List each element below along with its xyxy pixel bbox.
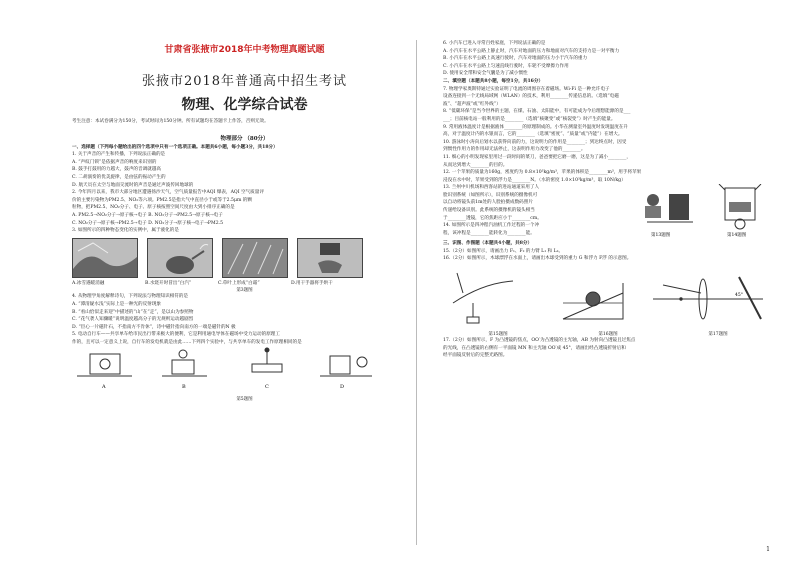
q3-figures	[72, 238, 417, 278]
fig17-label: 第17题图	[708, 332, 728, 338]
floating-ball-figure	[563, 283, 623, 319]
q4-option-b: B. “看山恰似走来迎”中描述的“山”在“走”，是以山为参照物	[72, 309, 194, 315]
q4-option-c: C. “花气袭人知骤暖”说明温度越高分子的无规则运动越剧烈	[72, 317, 194, 323]
q15-q17-figures	[443, 263, 773, 327]
q9-line-2: 高，对于温度计内的水银而言，它的________（选填“密度”、“质量”或“内能”）在增大。	[443, 132, 623, 138]
question-8	[443, 108, 773, 123]
section1-heading: 一、选择题（下列每小题给出的四个选项中只有一个选项正确。本题共6小题，每小题3分，共18分）	[72, 144, 278, 150]
fig15-label: 第15题图	[488, 332, 508, 338]
question-2	[72, 189, 417, 227]
q11-line-1: 11. 细心的小明发现家里用过一段时间的菜刀，爸爸要把它磨一磨，这是为了减小________，	[443, 154, 631, 160]
notice-text: 考生注意：本试卷满分为150分，考试时间为150分钟。所有试题均在答题卡上作答，否则无效。	[72, 119, 269, 124]
q2-stem-3: 粒物，把PM2.5、NO₂分子、电子、原子核按照空间尺度由大到小排序正确的是	[72, 205, 235, 211]
q17-line-1: 17.（2分）如图所示，F 为凸透镜的焦点，OO′为凸透镜的主光轴，AB 为射向凸透镜且过焦点	[443, 338, 636, 344]
right-column	[443, 40, 773, 360]
q13-line-2: 脸识别系统（如图所示），识别系统的摄像机可	[443, 192, 538, 198]
q7-line-1: 7. 物理学家奥斯特通过实验证明了电流的周围存在着磁场。Wi-Fi 是一种允许电子	[443, 86, 610, 92]
q10-line-2: 到惯性作用力的作用却无法停止，这表明作用力改变了他的________。	[443, 147, 586, 153]
q8-line-1: 8. “低碳环保”是当今世界的主题，在煤、石油、太阳能中，有可能成为今后理想能源的是___	[443, 109, 631, 115]
q4-option-a: A. “潭清疑水浅”实际上是一种光的反射现象	[72, 301, 162, 307]
q3-caption-a: A.冰雪遇暖消融	[72, 280, 105, 286]
q5-figures	[72, 346, 417, 392]
q5-label-d: D	[340, 384, 345, 391]
q12-line-2: 浸没在水中时，苹果受到的浮力是________N。（水的密度 1.0×10³kg/m³，取 10N/kg）	[443, 177, 626, 183]
question-17	[443, 337, 773, 360]
section2-heading: 二、填空题（本题共8小题，每空1分，共16分）	[443, 78, 544, 84]
q3-image-ice	[72, 238, 138, 278]
q5-label-a: A	[102, 384, 106, 391]
q5-figure-c	[252, 348, 282, 372]
q14-line-2: 程，该冲程是________能转化为________能。	[443, 230, 535, 236]
q5-figure-b	[162, 350, 207, 376]
q3-stem: 3. 如图所示的四种物态变化的实例中，属于液化的是	[72, 228, 179, 234]
q5-label-b: B	[182, 384, 186, 391]
q13-line-4: 传递给设备识别。此系统的摄像机的镜头相当	[443, 208, 535, 214]
fig14-label: 第14题图	[727, 233, 747, 239]
q6-option-a: A. 小汽车在水平公路上静止时，汽车对地面的压力和地面对汽车的支持力是一对平衡力	[443, 48, 620, 54]
q9-line-1: 9. 常用液体温度计是根据液体________的原理制成的。小华在测量室外温度时发现温度在升	[443, 124, 629, 130]
q3-caption-c: C.草叶上形成“白霜”	[218, 280, 260, 286]
q14-line-1: 14. 如图所示是四冲程汽油机工作过程的一个冲	[443, 223, 540, 229]
q3-image-hand-dryer	[297, 238, 363, 278]
left-column	[72, 118, 417, 402]
fig16-label: 第16题图	[598, 332, 618, 338]
q6-option-d: D. 使用安全带和安全气囊是为了减小惯性	[443, 71, 528, 77]
q2-stem-2: 价的主要污染物为PM2.5、NO₂等六项。PM2.5是指大气中直径小于或等于2.5μm 的颗	[72, 197, 252, 203]
q5-figure-a	[77, 354, 132, 376]
q3-caption-b: B.水烧开时冒出“白汽”	[145, 280, 192, 286]
q1-option-d: D. 航天员在太空与地面交流时的声音是通过声波传回地球的	[72, 182, 194, 188]
q5-figure-d	[320, 356, 372, 376]
question-11	[443, 154, 773, 169]
q13-q14-figures	[633, 184, 773, 240]
lens-mirror-figure	[653, 277, 763, 319]
fig13-label: 第13题图	[651, 233, 671, 239]
q7-line-3: 波”、“超声波”或“红外线”）	[443, 101, 501, 107]
q3-figure-label: 第3题图	[236, 288, 253, 294]
q5-stem-1: 5. 电动自行车——共享单车给市民出行带来极大的便利，它是利用通电导体在磁场中受力运动的原理工	[72, 332, 280, 338]
paper-title: 物理、化学综合试卷	[181, 97, 308, 113]
q15-text: 15.（2分）如图所示，请画出力 F₁、F₂ 的力臂 L₁ 和 L₂。	[443, 248, 564, 254]
q1-option-b: B. 鼓手打鼓用的力越大，鼓声的音调就越高	[72, 167, 161, 173]
q3-image-kettle	[147, 238, 213, 278]
document-top-title: 甘肃省张掖市2018年中考物理真题试题	[164, 45, 325, 55]
face-recognition-device-figure	[645, 194, 693, 222]
q10-line-1: 10. 游泳时小涛向后划水以获得向前的力，这说明力的作用是________；到达终点时，因受	[443, 139, 627, 145]
q5-figure-label: 第5题图	[236, 397, 253, 403]
q13-line-5: 于________透镜，它的焦距应小于________cm。	[443, 215, 542, 221]
q17-line-3: 经平面镜反射后的完整光路图。	[443, 353, 508, 359]
question-4	[72, 293, 417, 331]
question-5	[72, 331, 417, 346]
q12-line-1: 12. 一个苹果的质量为160g，密度约为 0.8×10³kg/m³，苹果的体积是________m³，用手将苹果	[443, 170, 642, 176]
question-12	[443, 169, 773, 184]
q6-option-b: B. 小汽车在水平公路上高速行驶时，汽车对地面的压力小于汽车的重力	[443, 56, 588, 62]
q6-stem: 6. 小汽车已进入寻常百姓家庭，下列说法正确的是	[443, 41, 546, 46]
q2-options-ab: A. PM2.5→NO₂分子→原子核→电子 B. NO₂分子→PM2.5→原子核→电子	[72, 212, 223, 218]
q17-line-2: 的光线，在凸透镜的右侧有一平面镜 MN 和主光轴 OO′成 45°，请画出经凸透镜折射后和	[443, 345, 626, 351]
lever-figure	[453, 273, 513, 323]
physics-section-title: 物理部分 （80分）	[220, 135, 269, 142]
q2-stem-1: 2. 今年四月以来，我市大部分地区遭遇扬沙天气，空气质量报告中AQI 爆表，AQI 空气质量评	[72, 190, 264, 196]
question-9	[443, 124, 773, 139]
q1-option-c: C. 二胡演奏的优美旋律，是由弦的振动产生的	[72, 174, 166, 180]
q4-stem: 4. 从物理学角度解释诗句，下列说法与物理知识相符的是	[72, 294, 189, 300]
q13-q14-block	[443, 184, 773, 240]
q1-option-a: A. “声纹门锁”是依据声音的响度来识别的	[72, 159, 157, 165]
q13-line-1: 13. 兰州中川机场和西客站的进站通道采用了人	[443, 185, 540, 191]
question-1	[72, 151, 417, 189]
q1-stem: 1. 关于声音的产生和传播，下列说法正确的是	[72, 152, 166, 158]
question-6	[443, 40, 773, 78]
q5-label-c: C	[265, 384, 269, 391]
q16-text: 16.（2分）如图所示，木球漂浮在水面上，请画出木球受到的重力 G 和浮力 F浮 的示意图。	[443, 256, 632, 262]
q8-line-2: ___；目前核电站一般利用的是________（选填“核聚变”或“核裂变”）时产生的能量。	[443, 116, 616, 122]
question-10	[443, 139, 773, 154]
q5-stem-2: 作的，且可以一定意义上说，自行车的发电机就是由此……下列四个实验中，与共享单车的发电工作原理相同的是	[72, 339, 302, 345]
q3-image-frost	[222, 238, 288, 278]
section3-heading: 三、识图、作图题（本题共4小题，共8分）	[443, 241, 533, 247]
q2-options-cd: C. NO₂分子→原子核→PM2.5→电子 D. NO₂分子→原子核→电子→PM2.5	[72, 220, 224, 226]
q13-line-3: 以自动将镜头前1m处的人脸拍摄成数码照片	[443, 200, 533, 206]
exam-title: 张掖市2018年普通高中招生考试	[141, 74, 348, 89]
q7-line-2: 设备连接到一个无线局域网（WLAN）的技术，利用________传递信息的。（选填“电磁	[443, 94, 619, 100]
q4-option-d: D. “臣心一片磁针石，不指南方不肯休”，诗中磁针指向南方的一端是磁针的N 极	[72, 324, 236, 330]
engine-cylinder-figure	[719, 184, 761, 229]
q3-captions	[72, 280, 417, 288]
mirror-angle-label: 45°	[735, 293, 743, 299]
q6-option-c: C. 小汽车在水平公路上匀速直线行驶时，车轮不受摩擦力作用	[443, 63, 569, 69]
q13-q14-text	[443, 184, 633, 240]
q11-line-2: 从而达到增大________的目的。	[443, 162, 508, 168]
q3-caption-d: D.用干手器将手烘干	[291, 280, 333, 286]
question-7	[443, 86, 773, 109]
page-number: 1	[766, 546, 770, 553]
